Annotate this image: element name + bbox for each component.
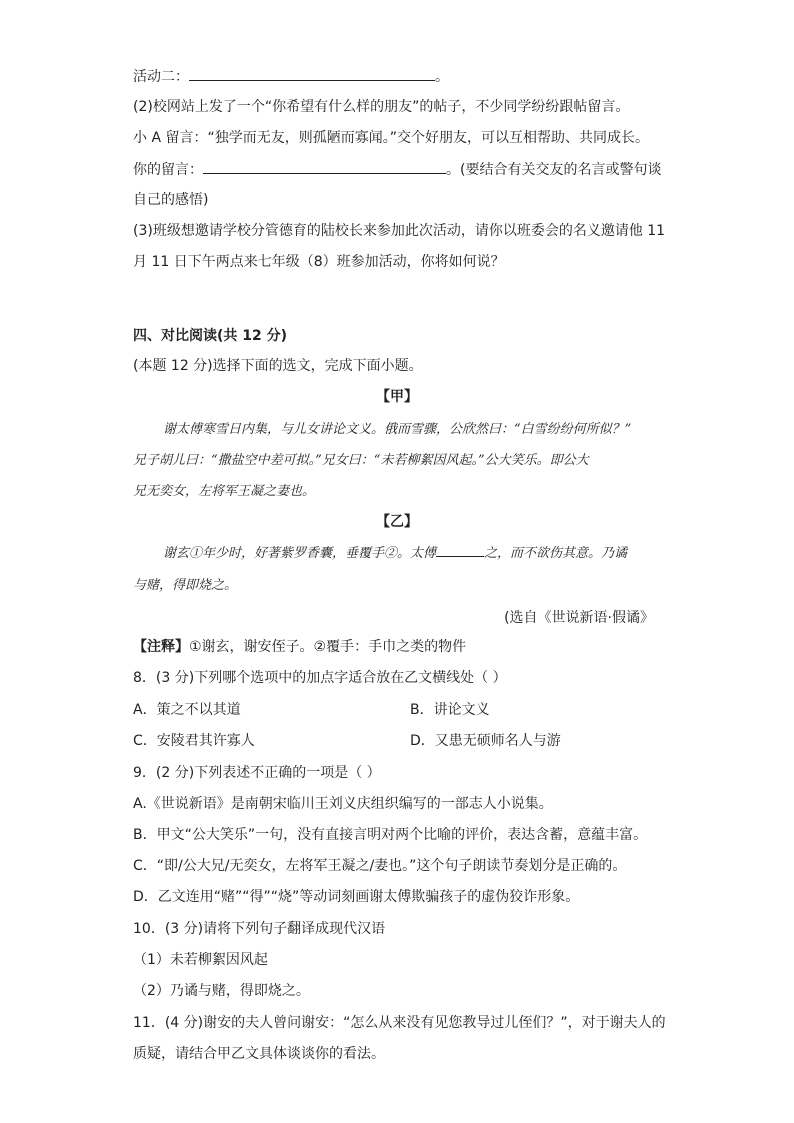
jia-line1: 谢太傅寒雪日内集，与儿女讲论文义。俄而雪骤，公欣然曰：“白雪纷纷何所似？” (163, 422, 632, 437)
yi-title: 【乙】 (376, 514, 418, 530)
q9-option-a[interactable]: A.《世说新语》是南朝宋临川王刘义庆组织编写的一部志人小说集。 (133, 796, 553, 812)
q11-line1: 11．(4 分)谢安的夫人曾问谢安：“怎么从来没有见您教导过儿侄们？”，对于谢夫人的 (133, 1015, 666, 1031)
jia-line3: 兄无奕女，左将军王凝之妻也。 (133, 484, 316, 499)
your-message-label: 你的留言： (133, 162, 203, 178)
notes-body: ①谢玄，谢安侄子。②覆手：手巾之类的物件 (189, 639, 467, 655)
source-citation: (选自《世说新语·假谲》 (504, 610, 654, 626)
q9-option-c[interactable]: C．“即/公大兄/无奕女，左将军王凝之/妻也。”这个句子朗读节奏划分是正确的。 (133, 858, 627, 874)
q3-line1: (3)班级想邀请学校分管德育的陆校长来参加此次活动，请你以班委会的名义邀请他 11 (133, 223, 666, 239)
your-message-blank[interactable] (203, 159, 446, 174)
q2-text: (2)校网站上发了一个“你希望有什么样的朋友”的帖子，不少同学纷纷跟帖留言。 (133, 99, 630, 115)
q9-option-d[interactable]: D．乙文连用“赌”“得”“烧”等动词刻画谢太傅欺骗孩子的虚伪狡诈形象。 (133, 889, 580, 905)
activity2-blank[interactable] (189, 66, 435, 81)
q10-sentence1: （1）未若柳絮因风起 (133, 952, 268, 968)
q8-option-a[interactable]: A．策之不以其道 (133, 702, 241, 718)
q10-sentence2: （2）乃谲与赌，得即烧之。 (133, 983, 310, 999)
q9-option-b[interactable]: B．甲文“公大笑乐”一句，没有直接言明对两个比喻的评价，表达含蓄，意蕴丰富。 (133, 827, 648, 843)
yi-line2: 与赌，得即烧之。 (133, 578, 238, 593)
q11-line2: 质疑，请结合甲乙文具体谈谈你的看法。 (133, 1046, 385, 1062)
activity2-end: 。 (435, 69, 449, 85)
section4-title: 四、对比阅读(共 12 分) (133, 328, 288, 344)
activity2-line (133, 66, 449, 87)
your-message-tail2: 自己的感悟) (133, 192, 209, 208)
q8-option-c[interactable]: C．安陵君其许寡人 (133, 733, 255, 749)
jia-line2: 兄子胡儿曰：“撒盐空中差可拟。”兄女曰：“未若柳絮因风起。”公大笑乐。即公大 (133, 453, 589, 468)
q10-stem: 10．(3 分)请将下列句子翻译成现代汉语 (133, 921, 386, 937)
xiaoa-message: 小 A 留言：“独学而无友，则孤陋而寡闻。”交个好朋友，可以互相帮助、共同成长。 (133, 130, 649, 146)
your-message-tail: 。(要结合有关交友的名言或警句谈 (446, 162, 662, 178)
q8-option-d[interactable]: D．又患无硕师名人与游 (410, 733, 561, 749)
jia-title: 【甲】 (376, 389, 418, 405)
yi-line1 (163, 544, 627, 564)
q3-line2: 月 11 日下午两点来七年级（8）班参加活动，你将如何说？ (133, 254, 505, 270)
activity2-label: 活动二： (133, 69, 189, 85)
section4-intro: (本题 12 分)选择下面的选文，完成下面小题。 (133, 358, 423, 374)
your-message-line (133, 159, 661, 180)
yi-line1-part2: 之，而不欲伤其意。乃谲 (484, 546, 628, 561)
yi-line1-part1: 谢玄①年少时，好著紫罗香囊，垂覆手②。太傅 (163, 546, 437, 561)
q8-stem: 8．(3 分)下列哪个选项中的加点字适合放在乙文横线处（ ） (133, 670, 507, 686)
notes (133, 637, 466, 657)
notes-head: 【注释】 (133, 639, 189, 655)
q9-stem: 9．(2 分)下列表述不正确的一项是（ ） (133, 765, 381, 781)
yi-blank[interactable] (436, 544, 484, 557)
q8-option-b[interactable]: B．讲论文义 (410, 702, 490, 718)
